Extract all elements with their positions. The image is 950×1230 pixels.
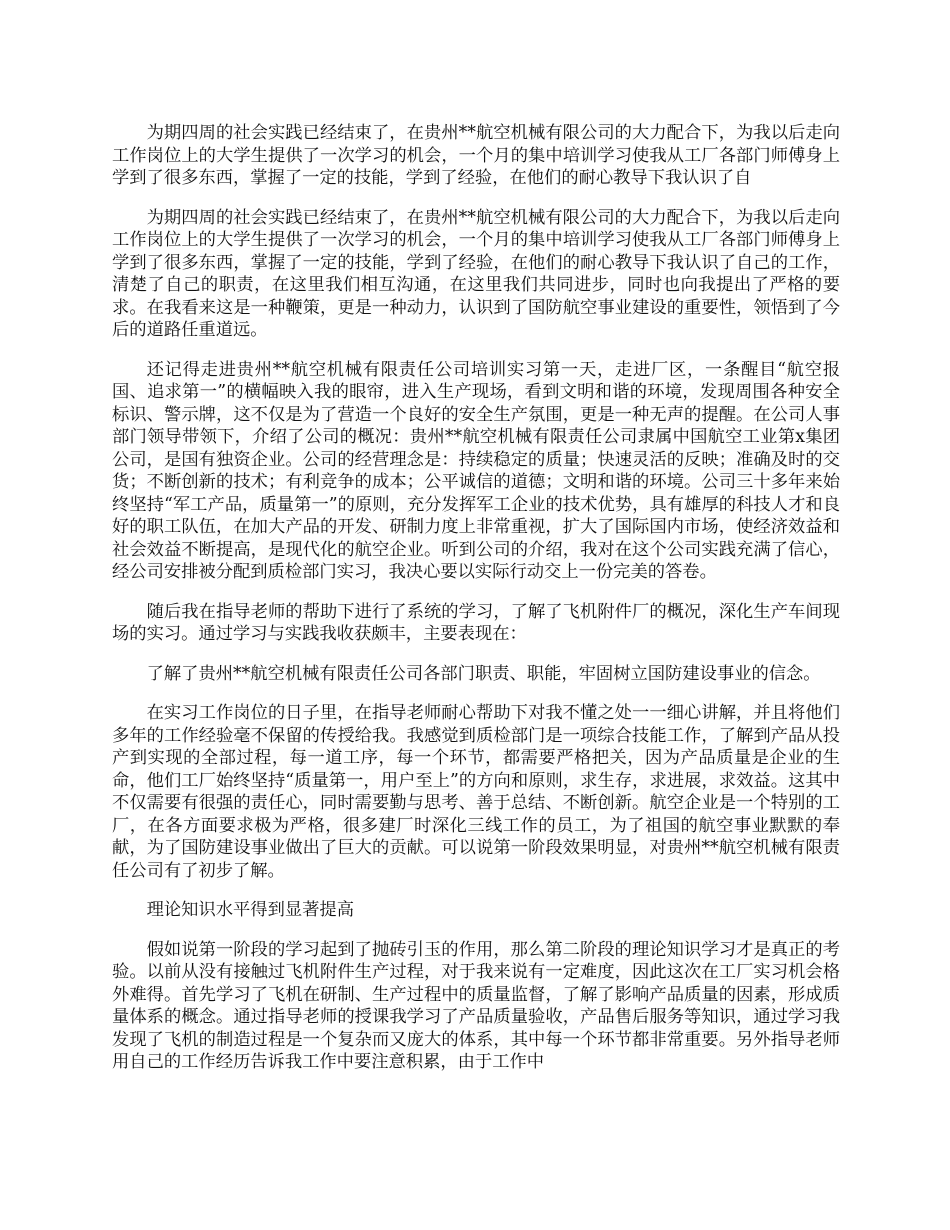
paragraph-second-stage: 假如说第一阶段的学习起到了抛砖引玉的作用，那么第二阶段的理论知识学习才是真正的考验。以前从没有接触过飞机附件生产过程，对于我来说有一定难度，因此这次在工厂实习机会格外难得。首先学习了飞机在研制、生产过程中的质量监督，了解了影响产品质量的因素，形成质量体系的概念。通过指导老师的授课我学习了产品质量验收，产品售后服务等知识，通过学习我发现了飞机的制造过程是一个复杂而又庞大的体系，其中每一个环节都非常重要。另外指导老师用自己的工作经历告诉我工作中要注意积累，由于工作中	[112, 939, 840, 1072]
paragraph-systematic-study: 随后我在指导老师的帮助下进行了系统的学习，了解了飞机附件厂的概况，深化生产车间现场的实习。通过学习与实践我收获颇丰，主要表现在：	[112, 601, 840, 644]
paragraph-first-day: 还记得走进贵州**航空机械有限责任公司培训实习第一天，走进厂区，一条醒目“航空报国、追求第一”的横幅映入我的眼帘，进入生产现场，看到文明和谐的环境，发现周围各种安全标识、警示牌，这不仅是为了营造一个良好的安全生产氛围，更是一种无声的提醒。在公司人事部门领导带领下，介绍了公司的概况：贵州**航空机械有限责任公司隶属中国航空工业第x集团公司，是国有独资企业。公司的经营理念是：持续稳定的质量；快速灵活的反映；准确及时的交货；不断创新的技术；有利竞争的成本；公平诚信的道德；文明和谐的环境。公司三十多年来始终坚持“军工产品，质量第一”的原则，充分发挥军工企业的技术优势，具有雄厚的科技人才和良好的职工队伍，在加大产品的开发、研制力度上非常重视，扩大了国际国内市场，使经济效益和社会效益不断提高，是现代化的航空企业。听到公司的介绍，我对在这个公司实践充满了信心，经公司安排被分配到质检部门实习，我决心要以实际行动交上一份完美的答卷。	[112, 359, 840, 582]
paragraph-intro: 为期四周的社会实践已经结束了，在贵州**航空机械有限公司的大力配合下，为我以后走向工作岗位上的大学生提供了一次学习的机会，一个月的集中培训学习使我从工厂各部门师傅身上学到了很多东西，掌握了一定的技能，学到了经验，在他们的耐心教导下我认识了自己的工作，清楚了自己的职责，在这里我们相互沟通，在这里我们共同进步，同时也向我提出了严格的要求。在我看来这是一种鞭策，更是一种动力，认识到了国防航空事业建设的重要性，领悟到了今后的道路任重道远。	[112, 207, 840, 340]
section-heading-theory: 理论知识水平得到显著提高	[146, 900, 354, 920]
paragraph-intro-truncated: 为期四周的社会实践已经结束了，在贵州**航空机械有限公司的大力配合下，为我以后走向工作岗位上的大学生提供了一次学习的机会，一个月的集中培训学习使我从工厂各部门师傅身上学到了很多东西，掌握了一定的技能，学到了经验，在他们的耐心教导下我认识了自	[112, 123, 840, 188]
paragraph-internship-days: 在实习工作岗位的日子里，在指导老师耐心帮助下对我不懂之处一一细心讲解，并且将他们多年的工作经验毫不保留的传授给我。我感觉到质检部门是一项综合技能工作，了解到产品从投产到实现的全部过程，每一道工序，每一个环节，都需要严格把关，因为产品质量是企业的生命，他们工厂始终坚持“质量第一，用户至上”的方向和原则，求生存，求进展，求效益。这其中不仅需要有很强的责任心，同时需要勤与思考、善于总结、不断创新。航空企业是一个特别的工厂，在各方面要求极为严格，很多建厂时深化三线工作的员工，为了祖国的航空事业默默的奉献，为了国防建设事业做出了巨大的贡献。可以说第一阶段效果明显，对贵州**航空机械有限责任公司有了初步了解。	[112, 703, 840, 881]
document-body	[112, 122, 840, 1091]
paragraph-departments: 了解了贵州**航空机械有限责任公司各部门职责、职能，牢固树立国防建设事业的信念。	[146, 663, 821, 684]
